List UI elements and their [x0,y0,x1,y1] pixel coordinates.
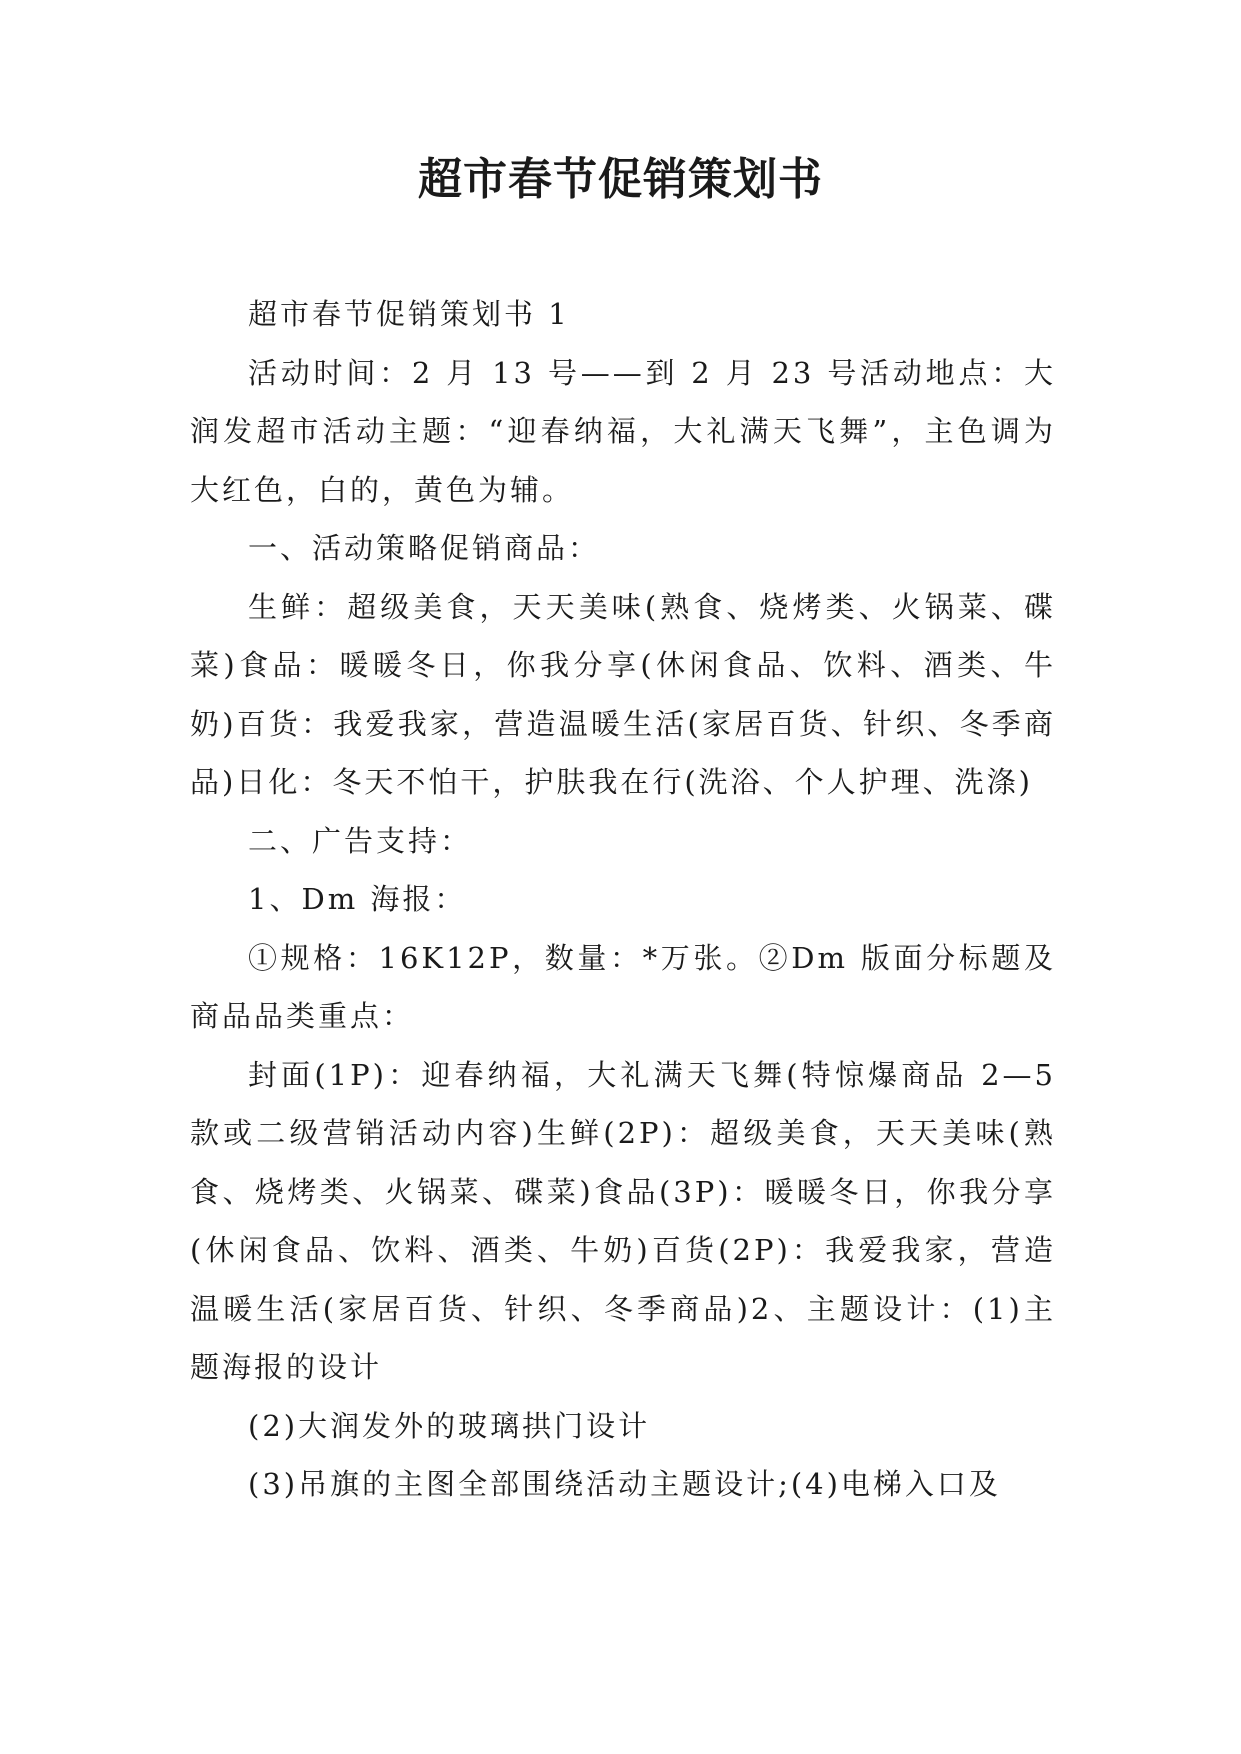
paragraph-section-heading-strategy: 一、活动策略促销商品： [248,531,601,565]
paragraph-subtitle: 超市春节促销策划书 1 [248,297,570,331]
paragraph-hanging-flags: (3)吊旗的主图全部围绕活动主题设计;(4)电梯入口及 [248,1467,1001,1501]
paragraph-activity-info: 活动时间：2 月 13 号——到 2 月 23 号活动地点：大润发超市活动主题：“迎春纳福，大礼满天飞舞”，主色调为大红色，白的，黄色为辅。 [190,355,1056,507]
paragraph-dm-layout: 封面(1P)：迎春纳福，大礼满天飞舞(特惊爆商品 2—5 款或二级营销活动内容)生鲜(2P)：超级美食，天天美味(熟食、烧烤类、火锅菜、碟菜)食品(3P)：暖暖冬日，你我分享(休闲食品、饮料、酒类、牛奶)百货(2P)：我爱我家，营造温暖生活(家居百货、针织、冬季商品)2、主题设计：(1)主题海报的设计 [190,1057,1056,1384]
paragraph-dm-poster: 1、Dm 海报： [248,882,467,916]
document-title: 超市春节促销策划书 [418,154,823,205]
document-body [190,285,1056,1514]
paragraph-dm-spec: ①规格：16K12P，数量：*万张。②Dm 版面分标题及商品品类重点： [190,940,1056,1033]
paragraph-section-heading-ads: 二、广告支持： [248,823,473,858]
paragraph-promotion-items: 生鲜：超级美食，天天美味(熟食、烧烤类、火锅菜、碟菜)食品：暖暖冬日，你我分享(休闲食品、饮料、酒类、牛奶)百货：我爱我家，营造温暖生活(家居百货、针织、冬季商品)日化：冬天不怕干，护肤我在行(洗浴、个人护理、洗涤) [190,589,1056,799]
paragraph-glass-arch: (2)大润发外的玻璃拱门设计 [248,1408,651,1443]
